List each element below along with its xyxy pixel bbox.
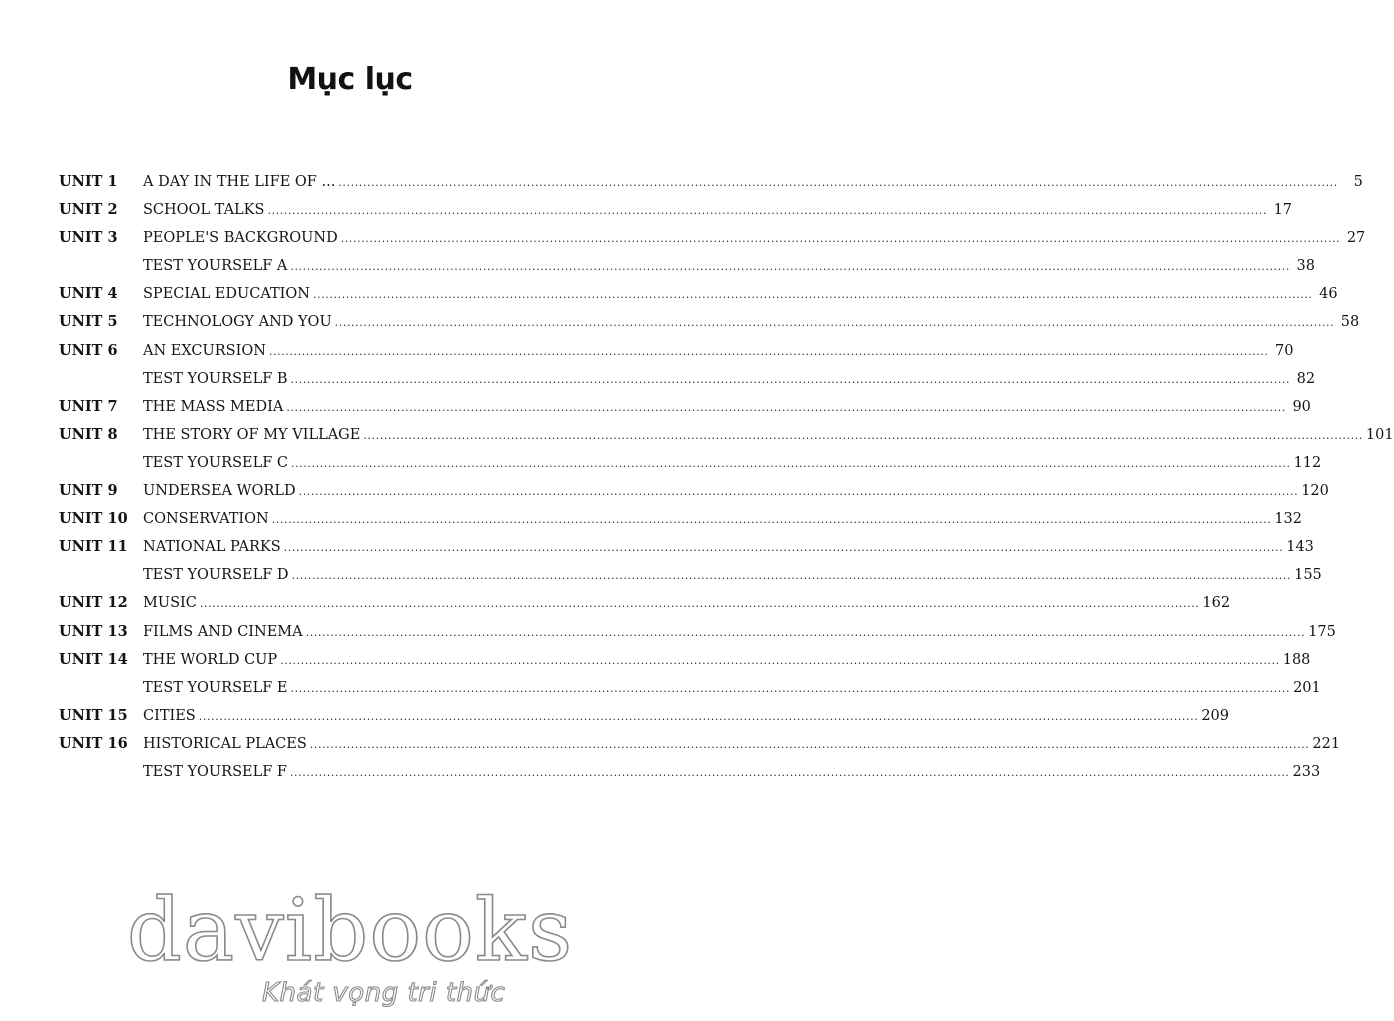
toc-entry (59, 561, 1322, 589)
toc-page-number: 209 (1201, 707, 1230, 724)
toc-dot-leader (291, 450, 1291, 478)
toc-unit-label: UNIT 16 (59, 734, 128, 752)
toc-unit-label: UNIT 2 (59, 201, 118, 219)
toc-entry-title: THE WORLD CUP (143, 651, 278, 668)
toc-page-number: 82 (1296, 370, 1316, 387)
toc-dot-leader (290, 253, 1290, 281)
toc-page-number: 27 (1346, 230, 1366, 247)
toc-dot-leader (306, 619, 1306, 647)
toc-entry (59, 505, 1302, 533)
toc-page-number: 221 (1312, 735, 1341, 752)
toc-entry (59, 674, 1321, 702)
toc-entry-title: TEST YOURSELF B (143, 370, 288, 387)
toc-page-number: 101 (1365, 426, 1394, 443)
toc-entry-title: THE MASS MEDIA (143, 398, 284, 415)
toc-unit-label: UNIT 13 (59, 622, 128, 640)
brand-name: davibooks (126, 881, 574, 981)
toc-entry-title: AN EXCURSION (143, 342, 266, 359)
toc-page-number: 17 (1273, 202, 1293, 219)
toc-entry (59, 449, 1322, 477)
toc-entry (59, 758, 1321, 786)
toc-unit-label: UNIT 1 (59, 173, 118, 190)
toc-page-number: 112 (1293, 454, 1322, 471)
toc-dot-leader (310, 731, 1310, 759)
toc-page-number: 120 (1301, 483, 1329, 500)
toc-entry (59, 618, 1336, 646)
toc-entry-title: THE STORY OF MY VILLAGE (143, 426, 361, 443)
toc-entry-title: CONSERVATION (143, 511, 269, 528)
toc-entry-title: CITIES (143, 707, 196, 724)
toc-dot-leader (335, 309, 1335, 337)
brand-logo (126, 880, 574, 981)
toc-page-number: 46 (1319, 286, 1338, 303)
toc-entry (59, 589, 1231, 617)
toc-unit-label: UNIT 3 (59, 229, 118, 247)
toc-entry (59, 196, 1293, 224)
toc-page-number: 155 (1294, 567, 1322, 584)
toc-dot-leader (272, 506, 1272, 534)
toc-entry-title: PEOPLE'S BACKGROUND (143, 230, 338, 247)
toc-entry (59, 252, 1315, 280)
toc-dot-leader (338, 169, 1338, 197)
toc-entry-title: TEST YOURSELF E (143, 679, 288, 696)
toc-page-number: 162 (1202, 595, 1231, 612)
toc-page-number: 175 (1308, 623, 1336, 640)
toc-entry (59, 224, 1366, 252)
toc-unit-label: UNIT 15 (59, 706, 128, 724)
toc-unit-label: UNIT 4 (59, 285, 118, 303)
toc-dot-leader (290, 759, 1290, 787)
toc-entry (59, 308, 1360, 336)
toc-unit-label: UNIT 6 (59, 341, 118, 359)
toc-entry-title: MUSIC (143, 595, 197, 612)
toc-dot-leader (290, 675, 1290, 703)
toc-page-number: 70 (1275, 342, 1294, 359)
toc-page-number: 233 (1292, 763, 1321, 780)
toc-dot-leader (200, 590, 1200, 618)
toc-page-number: 90 (1292, 398, 1311, 415)
toc-entry (59, 168, 1363, 196)
toc-entry-title: SCHOOL TALKS (143, 202, 265, 219)
toc-entry-title: FILMS AND CINEMA (143, 623, 303, 640)
toc-entry (59, 533, 1314, 561)
toc-unit-label: UNIT 8 (59, 425, 118, 443)
toc-entry-title: SPECIAL EDUCATION (143, 286, 310, 303)
toc-unit-label: UNIT 14 (59, 650, 128, 668)
toc-entry-title: UNDERSEA WORLD (143, 483, 296, 500)
toc-entry (59, 730, 1341, 758)
toc-unit-label: UNIT 9 (59, 482, 118, 500)
toc-unit-label: UNIT 5 (59, 313, 118, 331)
toc-entry-title: A DAY IN THE LIFE OF ... (143, 174, 336, 190)
toc-entry (59, 702, 1230, 730)
toc-dot-leader (291, 366, 1291, 394)
brand-slogan: Khát vọng tri thức (262, 978, 506, 1008)
toc-entry-title: TECHNOLOGY AND YOU (143, 314, 332, 331)
toc-page-number: 201 (1293, 679, 1321, 696)
toc-entry (59, 477, 1329, 505)
toc-unit-label: UNIT 7 (59, 397, 118, 415)
toc-entry (59, 365, 1316, 393)
toc-unit-label: UNIT 10 (59, 510, 128, 528)
toc-page-number: 38 (1296, 258, 1315, 275)
toc-entry-title: TEST YOURSELF A (143, 258, 288, 275)
toc-page-number: 132 (1274, 511, 1302, 528)
toc-dot-leader (269, 338, 1269, 366)
toc-entry (59, 646, 1311, 674)
toc-entry-title: TEST YOURSELF F (143, 763, 287, 780)
toc-dot-leader (284, 534, 1284, 562)
toc-dot-leader (199, 703, 1199, 731)
toc-dot-leader (363, 422, 1363, 450)
page-title: Mục lục (287, 62, 413, 97)
toc-dot-leader (341, 225, 1341, 253)
toc-entry (59, 337, 1294, 365)
toc-entry-title: TEST YOURSELF D (143, 567, 289, 584)
toc-page-number: 188 (1282, 651, 1311, 668)
toc-entry-title: TEST YOURSELF C (143, 454, 288, 471)
toc-page-number: 5 (1353, 174, 1363, 190)
toc-dot-leader (313, 281, 1313, 309)
toc-page-number: 143 (1286, 539, 1314, 556)
toc-entry-title: HISTORICAL PLACES (143, 735, 307, 752)
toc-dot-leader (292, 562, 1292, 590)
table-of-contents (59, 168, 1394, 786)
toc-entry (59, 280, 1338, 308)
toc-entry-title: NATIONAL PARKS (143, 539, 281, 556)
toc-unit-label: UNIT 11 (59, 538, 128, 556)
toc-unit-label: UNIT 12 (59, 594, 128, 612)
toc-dot-leader (299, 478, 1299, 506)
toc-entry (59, 393, 1311, 421)
toc-dot-leader (267, 197, 1267, 225)
toc-entry (59, 421, 1394, 449)
toc-dot-leader (280, 647, 1280, 675)
toc-dot-leader (286, 394, 1286, 422)
toc-page-number: 58 (1340, 314, 1360, 331)
